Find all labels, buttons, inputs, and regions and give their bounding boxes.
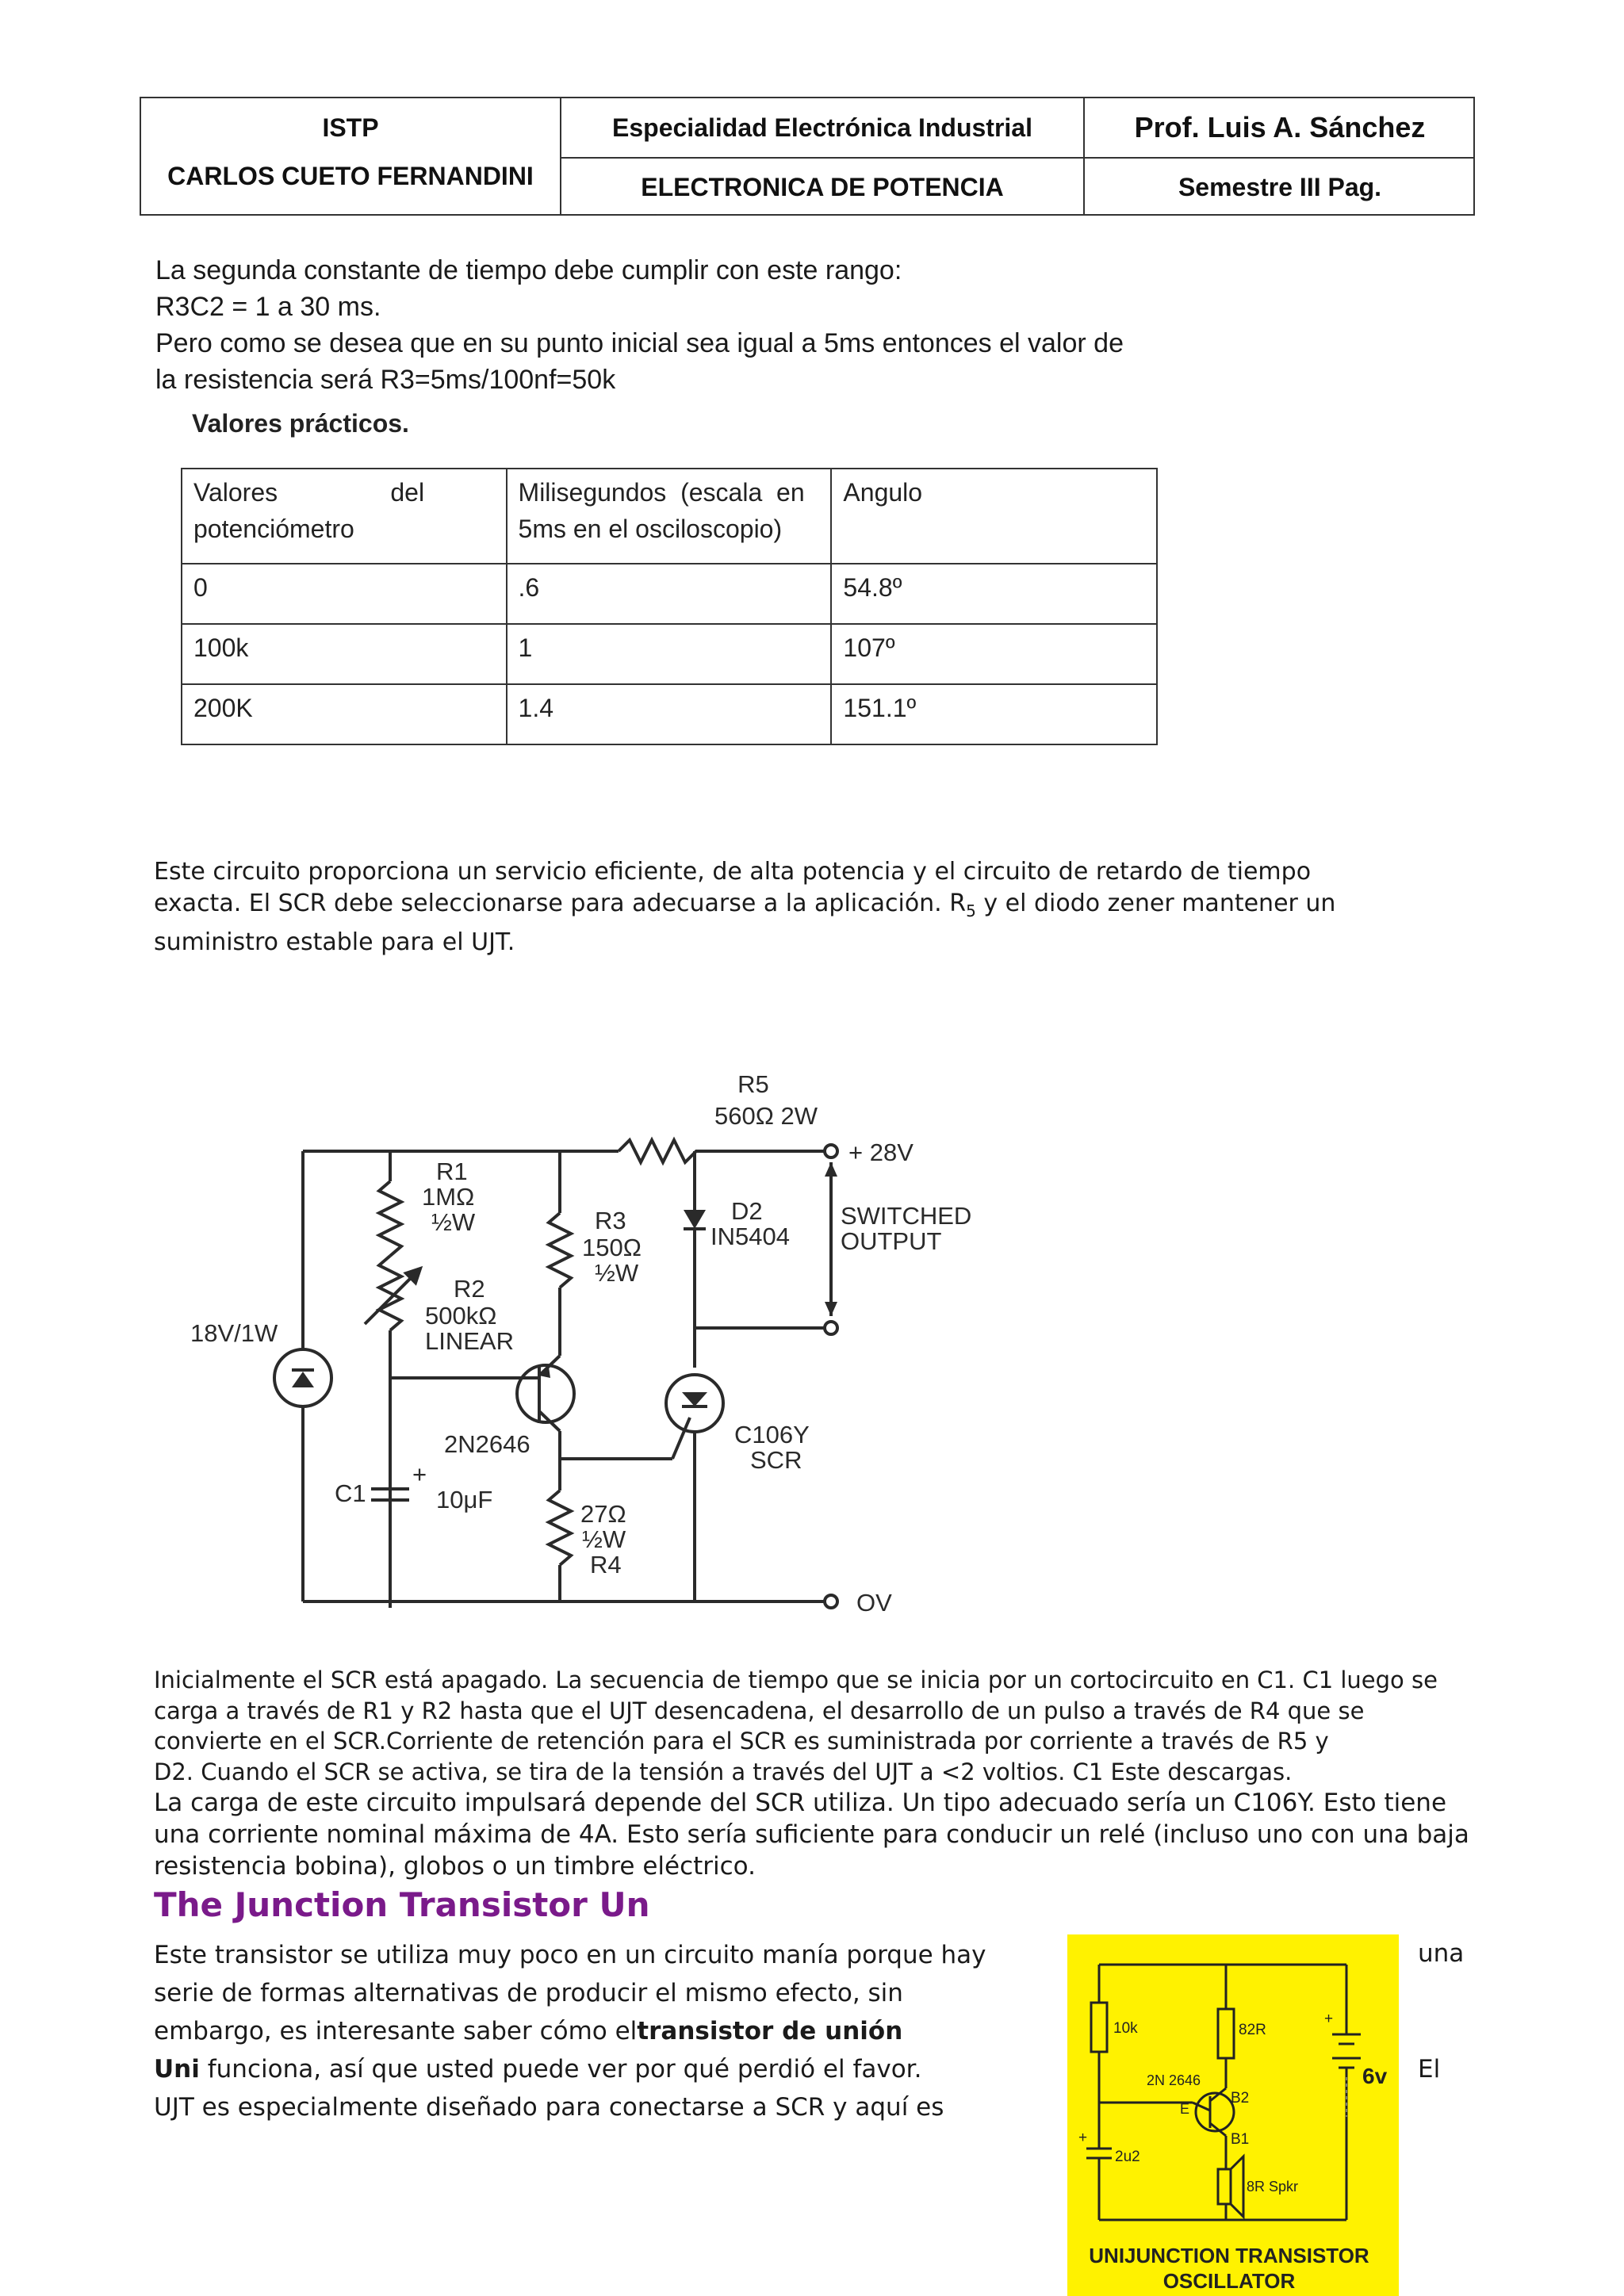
table-cell: 100k — [182, 624, 507, 684]
table-cell: 1.4 — [507, 684, 832, 744]
side-word-una: una — [1418, 1939, 1465, 1968]
c1-plus: + — [412, 1460, 427, 1488]
r2-label: R2 — [454, 1275, 485, 1303]
c1-value: 10μF — [436, 1486, 493, 1513]
practical-values-table — [181, 468, 1158, 745]
battery-voltage: 6v — [1362, 2064, 1388, 2088]
r4-watt: ½W — [582, 1525, 626, 1553]
paragraph-2: Inicialmente el SCR está apagado. La secuencia de tiempo que se inicia por un cortocircuito en C1. C1 luego se carga a través de R1 y R2 hasta que el UJT desencadena, el desarrollo de un pulso a través de R4 que se convierte en el SCR.Corriente de retención para el SCR es suministrada por corriente a través de R5 y D2. Cuando el SCR se activa, se tira de la tensión a través del UJT a <2 voltios. C1 Este descargas. — [154, 1667, 1438, 1785]
ground-label: OV — [856, 1589, 892, 1617]
r1-value: 1MΩ — [422, 1183, 475, 1211]
r5-value: 560Ω 2W — [714, 1102, 818, 1130]
table-row — [182, 624, 1157, 684]
intro-line: la resistencia será R3=5ms/100nf=50k — [155, 365, 616, 395]
ujt-oscillator-diagram — [1067, 1934, 1399, 2296]
cap-plus: + — [1078, 2130, 1088, 2146]
section-title: The Junction Transistor Un — [154, 1885, 650, 1924]
battery-plus: + — [1324, 2011, 1334, 2027]
table-row — [182, 684, 1157, 744]
b2-label: B2 — [1231, 2090, 1250, 2107]
scr-label-2: SCR — [750, 1446, 802, 1474]
practical-title: Valores prácticos. — [192, 409, 409, 438]
emitter-label: E — [1180, 2101, 1190, 2117]
r5-label: R5 — [737, 1070, 769, 1098]
intro-line: R3C2 = 1 a 30 ms. — [155, 292, 381, 322]
table-row — [182, 564, 1157, 624]
intro-line: La segunda constante de tiempo debe cumplir con este rango: — [155, 255, 902, 285]
intro-text — [155, 252, 1124, 398]
d2-label: D2 — [731, 1197, 763, 1225]
r2-value: 500kΩ — [425, 1302, 497, 1330]
header-school-name: CARLOS CUETO FERNANDINI — [167, 161, 534, 190]
output-label: OUTPUT — [841, 1227, 942, 1255]
paragraph-1: Este circuito proporciona un servicio eficiente, de alta potencia y el circuito de retardo de tiempo exacta. El SCR debe seleccionarse para adecuarse a la aplicación. $R_5$ y el diodo zener mantener un suministro estable para el UJT. — [154, 858, 1336, 956]
r82-label: 82R — [1239, 2022, 1266, 2038]
cap-label: 2u2 — [1115, 2149, 1140, 2165]
table-cell: 200K — [182, 684, 507, 744]
osc-caption-1: UNIJUNCTION TRANSISTOR — [1089, 2244, 1369, 2267]
osc-caption-2: OSCILLATOR — [1162, 2269, 1296, 2293]
header-semester: Semestre III Pag. — [1178, 172, 1382, 201]
table-cell: 54.8º — [831, 564, 1157, 624]
ujt-label: 2N2646 — [444, 1430, 530, 1458]
r3-watt: ½W — [595, 1259, 639, 1287]
r4-value: 27Ω — [580, 1500, 626, 1528]
table-header-row — [182, 469, 1157, 564]
section-text: Este transistor se utiliza muy poco en un circuito manía porque hay serie de formas alternativas de producir el mismo efecto, sin embargo, es interesante saber cómo eltransistor de unión Uni funciona, así que usted puede ver por qué perdió el favor. UJT es especialmente diseñado para conectarse a SCR y aquí es — [154, 1941, 986, 2122]
switched-label: SWITCHED — [841, 1202, 972, 1230]
scr-label: C106Y — [734, 1421, 810, 1448]
r1-label: R1 — [436, 1158, 468, 1185]
r2-type: LINEAR — [425, 1327, 514, 1355]
side-word-el: El — [1418, 2055, 1441, 2084]
c1-label: C1 — [335, 1479, 366, 1507]
table-cell: .6 — [507, 564, 832, 624]
table-header-cell: Milisegundos (escala en 5ms en el osciloscopio) — [507, 469, 832, 564]
zener-label: 18V/1W — [190, 1319, 278, 1347]
b1-label: B1 — [1231, 2131, 1250, 2148]
header-table — [140, 97, 1475, 216]
supply-voltage-label: + 28V — [848, 1138, 914, 1166]
header-school: ISTP — [322, 113, 379, 142]
table-header-cell: Valores del potenciómetro — [182, 469, 507, 564]
header-course: ELECTRONICA DE POTENCIA — [641, 172, 1004, 201]
intro-line: Pero como se desea que en su punto inicial sea igual a 5ms entonces el valor de — [155, 328, 1124, 358]
scr-timer-circuit-diagram — [167, 1062, 1039, 1633]
r3-value: 150Ω — [582, 1234, 642, 1261]
d2-value: IN5404 — [710, 1223, 790, 1250]
table-cell: 0 — [182, 564, 507, 624]
r1-watt: ½W — [431, 1208, 476, 1236]
paragraph-3: La carga de este circuito impulsará depende del SCR utiliza. Un tipo adecuado sería un C106Y. Esto tiene una corriente nominal máxima de 4A. Esto sería suficiente para conducir un relé (incluso uno con una baja resistencia bobina), globos o un timbre eléctrico. — [154, 1789, 1469, 1881]
r3-label: R3 — [595, 1207, 626, 1234]
header-professor: Prof. Luis A. Sánchez — [1134, 111, 1426, 144]
speaker-label: 8R Spkr — [1247, 2179, 1299, 2195]
table-cell: 107º — [831, 624, 1157, 684]
r10k-label: 10k — [1113, 2020, 1138, 2037]
table-header-cell: Angulo — [831, 469, 1157, 564]
table-cell: 1 — [507, 624, 832, 684]
table-cell: 151.1º — [831, 684, 1157, 744]
r4-label: R4 — [590, 1551, 622, 1578]
ujt-label: 2N 2646 — [1147, 2072, 1201, 2088]
header-specialty: Especialidad Electrónica Industrial — [612, 113, 1032, 142]
